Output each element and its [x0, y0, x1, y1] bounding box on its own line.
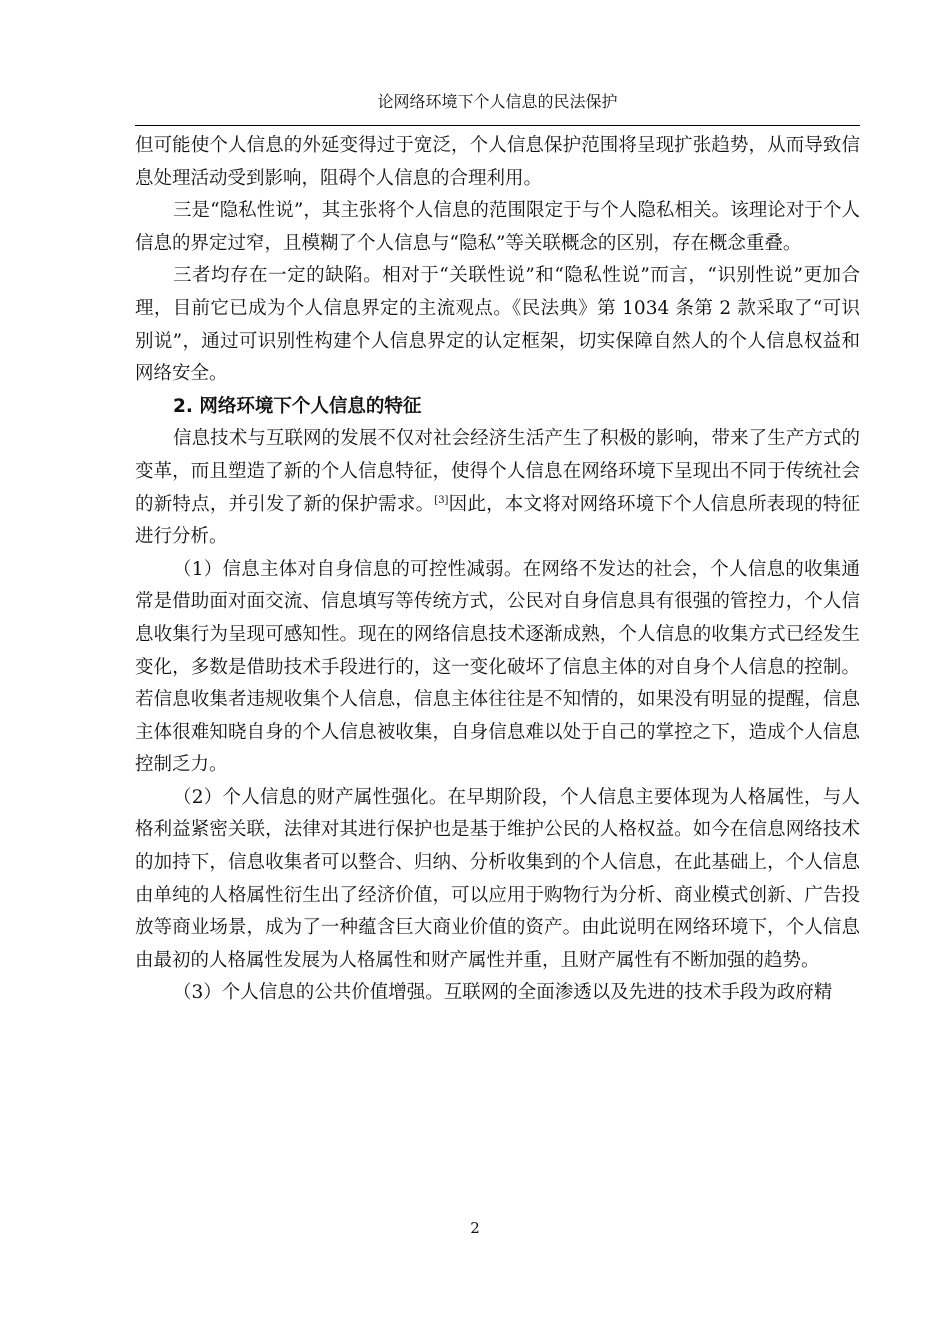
paragraph-intro-text-after: 因此，本文将对网络环境下个人信息所表现的特征进行分析。 — [135, 493, 860, 548]
paragraph-privacy-theory: 三是“隐私性说”，其主张将个人信息的范围限定于与个人隐私相关。该理论对于个人信息的界定过窄，且模糊了个人信息与“隐私”等关联概念的区别，存在概念重叠。 — [135, 200, 860, 254]
paragraph-intro-features — [135, 423, 860, 553]
section-heading — [135, 391, 860, 424]
section-heading-text: 网络环境下个人信息的特征 — [199, 395, 422, 417]
page-number: 2 — [470, 1219, 480, 1237]
citation-reference: [3] — [434, 494, 449, 506]
paragraph-feature-1: （1）信息主体对自身信息的可控性减弱。在网络不发达的社会，个人信息的收集通常是借助面对面交流、信息填写等传统方式，公民对自身信息具有很强的管控力，个人信息收集行为呈现可感知性。现在的网络信息技术逐渐成熟，个人信息的收集方式已经发生变化，多数是借助技术手段进行的，这一变化破坏了信息主体的对自身个人信息的控制。若信息收集者违规收集个人信息，信息主体往往是不知情的，如果没有明显的提醒，信息主体很难知晓自身的个人信息被收集，自身信息难以处于自己的掌控之下，造成个人信息控制乏力。 — [135, 558, 860, 776]
paragraph-continued: 但可能使个人信息的外延变得过于宽泛，个人信息保护范围将呈现扩张趋势，从而导致信息处理活动受到影响，阻碍个人信息的合理利用。 — [135, 135, 860, 189]
running-header-title: 论网络环境下个人信息的民法保护 — [377, 92, 618, 111]
running-header — [135, 84, 860, 126]
paragraph-feature-3: （3）个人信息的公共价值增强。互联网的全面渗透以及先进的技术手段为政府精 — [173, 982, 833, 1004]
body-text — [135, 130, 860, 1010]
paragraph-intro-text: 信息技术与互联网的发展不仅对社会经济生活产生了积极的影响，带来了生产方式的变革，而且塑造了新的个人信息特征，使得个人信息在网络环境下呈现出不同于传统社会的新特点，并引发了新的保护需求。 — [135, 428, 860, 515]
section-heading-number: 2. — [173, 395, 193, 417]
paragraph-feature-2: （2）个人信息的财产属性强化。在早期阶段，个人信息主要体现为人格属性，与人格利益紧密关联，法律对其进行保护也是基于维护公民的人格权益。如今在信息网络技术的加持下，信息收集者可以整合、归纳、分析收集到的个人信息，在此基础上，个人信息由单纯的人格属性衍生出了经济价值，可以应用于购物行为分析、商业模式创新、广告投放等商业场景，成为了一种蕴含巨大商业价值的资产。由此说明在网络环境下，个人信息由最初的人格属性发展为人格属性和财产属性并重，且财产属性有不断加强的趋势。 — [135, 786, 860, 971]
paragraph-theory-comparison: 三者均存在一定的缺陷。相对于“关联性说”和“隐私性说”而言，“识别性说”更加合理，目前它已成为个人信息界定的主流观点。《民法典》第 1034 条第 2 款采取了“可识别说”，通过可识别性构建个人信息界定的认定框架，切实保障自然人的个人信息权益和网络安全。 — [135, 265, 860, 385]
